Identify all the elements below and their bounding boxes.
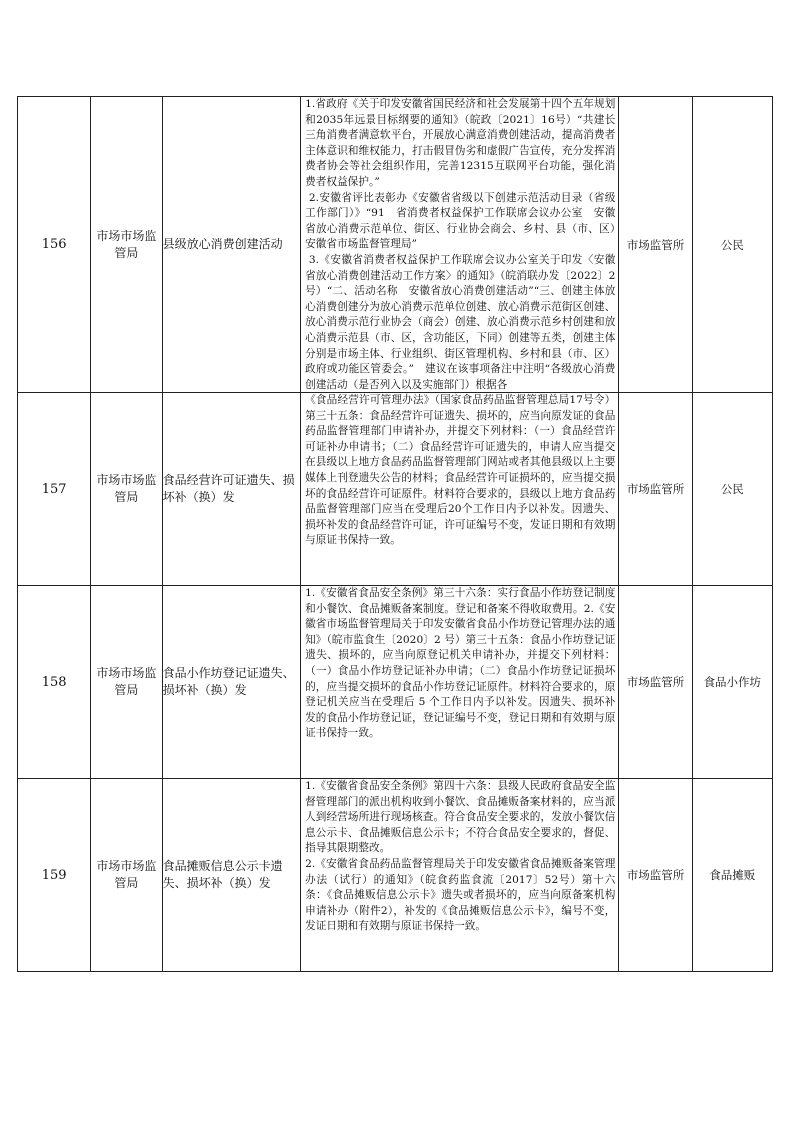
department-cell: 市场市场监管局 xyxy=(91,586,162,779)
executing-unit-cell: 市场监管所 xyxy=(619,779,692,972)
legal-basis-text xyxy=(301,779,618,971)
item-name-cell: 食品经营许可证遗失、损坏补（换）发 xyxy=(162,393,301,586)
legal-basis-paragraph: 《食品经营许可管理办法》（国家食品药品监督管理总局17号令）第三十五条：食品经营许可证遗失、损坏的，应当向原发证的食品药品监督管理部门申请补办，并提交下列材料：（一）食品经营许可证补办申请书；（二）食品经营许可证遗失的，申请人应当提交在县级以上地方食品药品监督管理部门网站或者其他县级以上主要媒体上刊登遗失公告的材料；食品经营许可证损坏的，应当提交损坏的食品经营许可证原件。材料符合要求的，县级以上地方食品药品监督管理部门应当在受理后20个工作日内予以补发。因遗失、损坏补发的食品经营许可证，许可证编号不变，发证日期和有效期与原证书保持一致。 xyxy=(305,394,616,547)
legal-basis-cell xyxy=(301,586,619,779)
department-cell: 市场市场监管局 xyxy=(91,97,162,393)
executing-unit-cell: 市场监管所 xyxy=(619,97,692,393)
executing-unit-cell: 市场监管所 xyxy=(619,586,692,779)
legal-basis-cell xyxy=(301,779,619,972)
executing-unit-cell: 市场监管所 xyxy=(619,393,692,586)
matters-table xyxy=(17,96,773,972)
legal-basis-paragraph: 1.《安徽省食品安全条例》第四十六条：县级人民政府食品安全监督管理部门的派出机构收到小餐饮、食品摊贩备案材料的，应当派人到经营场所进行现场核查。符合食品安全要求的，发放小餐饮信息公示卡、食品摊贩信息公示卡；不符合食品安全要求的，督促、指导其限期整改。 xyxy=(305,780,616,855)
table-row xyxy=(18,779,773,972)
row-number: 156 xyxy=(18,97,91,393)
table-row xyxy=(18,393,773,586)
legal-basis-paragraph: 1.《安徽省食品安全条例》第三十六条：实行食品小作坊登记制度和小餐饮、食品摊贩备案制度。登记和备案不得收取费用。2.《安徽省市场监督管理局关于印发安徽省食品小作坊登记管理办法的通知》（皖市监食生〔2020〕2 号）第三十五条：食品小作坊登记证遗失、损坏的，应当向原登记机关申请补办，并提交下列材料：（一）食品小作坊登记证补办申请；（二）食品小作坊登记证损坏的，应当提交损坏的食品小作坊登记证原件。材料符合要求的，原登记机关应当在受理后 5 个工作日内予以补发。因遗失、损坏补发的食品小作坊登记证，登记证编号不变，登记日期和有效期与原证书保持一致。 xyxy=(305,587,616,740)
row-number: 159 xyxy=(18,779,91,972)
legal-basis-cell xyxy=(301,393,619,586)
service-target-cell: 食品小作坊 xyxy=(692,586,772,779)
legal-basis-text xyxy=(301,586,618,778)
item-name-cell: 食品摊贩信息公示卡遗失、损坏补（换）发 xyxy=(162,779,301,972)
service-target-cell: 食品摊贩 xyxy=(692,779,772,972)
legal-basis-paragraph: 3.《安徽省消费者权益保护工作联席会议办公室关于印发〈安徽省放心消费创建活动工作方案〉的通知》（皖消联办发〔2022〕2号）“二、活动名称 安徽省放心消费创建活动”“三、创建主体放心消费创建分为放心消费示范单位创建、放心消费示范街区创建、放心消费示范行业协会（商会）创建、放心消费示范乡村创建和放心消费示范县（市、区，含功能区，下同）创建等五类，创建主体分别是市场主体、行业组织、街区管理机构、乡村和县（市、区）政府或功能区管委会。” 建议在该事项备注中注明“各级放心消费创建活动（是否列入以及实施部门）根据各 xyxy=(305,253,616,391)
service-target-cell: 公民 xyxy=(692,393,772,586)
legal-basis-paragraph: 1.省政府《关于印发安徽省国民经济和社会发展第十四个五年规划和2035年远景目标纲要的通知》（皖政〔2021〕16号）“共建长三角消费者满意软平台，开展放心满意消费创建活动，提高消费者主体意识和维权能力，打击假冒伪劣和虚假广告宣传，充分发挥消费者协会等社会组织作用，完善12315互联网平台功能，强化消费者权益保护。” xyxy=(305,98,616,188)
item-name-cell: 食品小作坊登记证遗失、损坏补（换）发 xyxy=(162,586,301,779)
item-name-cell: 县级放心消费创建活动 xyxy=(162,97,301,393)
row-number: 157 xyxy=(18,393,91,586)
service-target-cell: 公民 xyxy=(692,97,772,393)
table-row xyxy=(18,97,773,393)
legal-basis-paragraph: 2.《安徽省食品药品监督管理局关于印发安徽省食品摊贩备案管理办法（试行）的通知》（皖食药监食流〔2017〕52号）第十六条：《食品摊贩信息公示卡》遗失或者损坏的，应当向原备案机构申请补办（附件2），补发的《食品摊贩信息公示卡》，编号不变，发证日期和有效期与原证书保持一致。 xyxy=(305,857,616,933)
department-cell: 市场市场监管局 xyxy=(91,393,162,586)
legal-basis-cell xyxy=(301,97,627,393)
legal-basis-text xyxy=(301,97,627,392)
table-row xyxy=(18,586,773,779)
department-cell: 市场市场监管局 xyxy=(91,779,162,972)
legal-basis-paragraph: 2.安徽省评比表彰办《安徽省省级以下创建示范活动目录（省级工作部门）》“91 省消费者权益保护工作联席会议办公室 安徽省放心消费示范单位、街区、行业协会商会、乡村、县（市、区） 安徽省市场监督管理局” xyxy=(305,191,627,251)
row-number: 158 xyxy=(18,586,91,779)
legal-basis-text xyxy=(301,393,618,585)
